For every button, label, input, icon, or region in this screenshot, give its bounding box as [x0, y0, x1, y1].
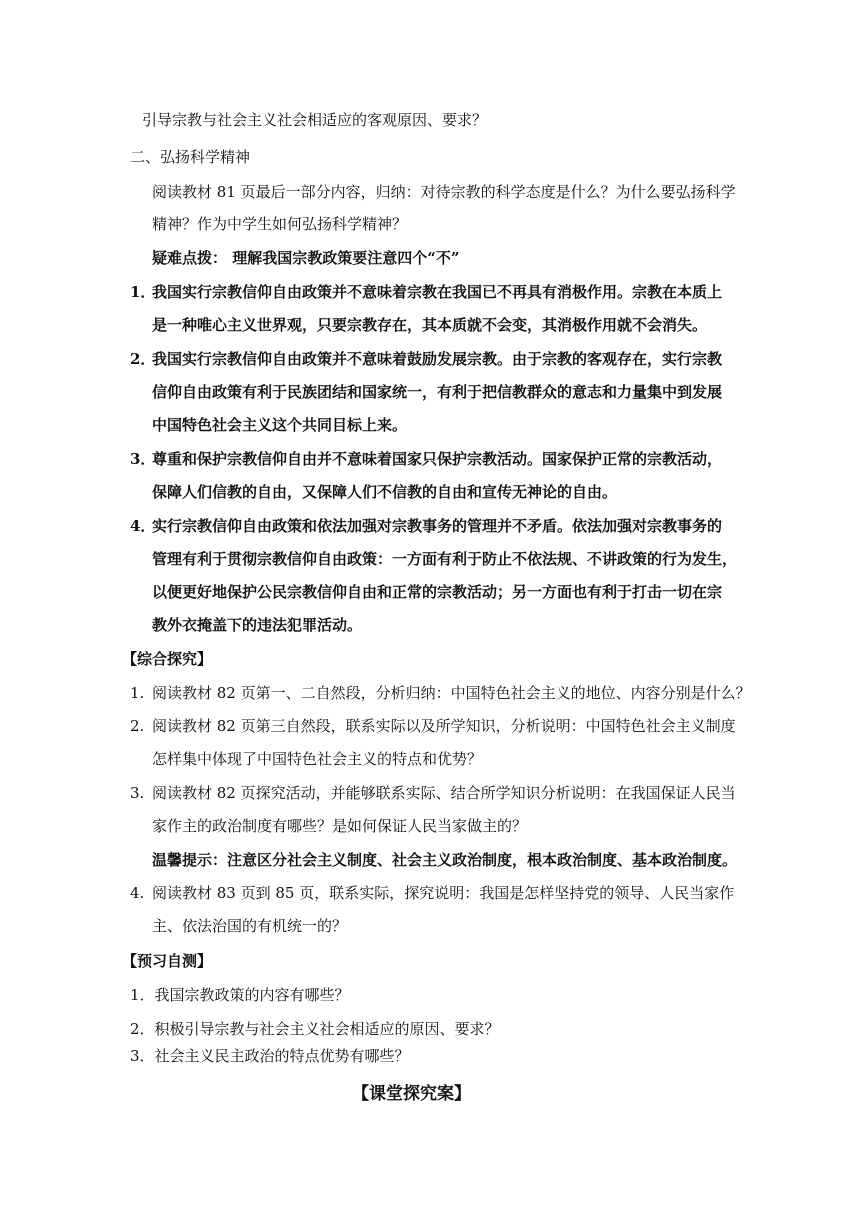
point-text-line: 管理有利于贯彻宗教信仰自由政策：一方面有利于防止不依法规、不讲政策的行为发生， — [152, 550, 738, 568]
point-text-line: 信仰自由政策有利于民族团结和国家统一，有利于把信教群众的意志和力量集中到发展 — [152, 383, 723, 401]
point-number: 1． — [130, 283, 156, 301]
point-text-line: 我国实行宗教信仰自由政策并不意味着宗教在我国已不再具有消极作用。宗教在本质上 — [152, 283, 723, 301]
difficulty-tip-title: 疑难点拨： 理解我国宗教政策要注意四个“不” — [152, 249, 460, 267]
preview-heading: 【预习自测】 — [122, 952, 213, 970]
item-number: 1. — [130, 684, 145, 702]
item-text-line: 主、依法治国的有机统一的？ — [152, 917, 348, 935]
item-text-line: 阅读教材 82 页探究活动，并能够联系实际、结合所学知识分析说明：在我国保证人民当 — [152, 784, 736, 802]
item-number: 2. — [130, 717, 145, 735]
preview-question: 3．社会主义民主政治的特点优势有哪些？ — [130, 1047, 410, 1065]
point-text-line: 实行宗教信仰自由政策和依法加强对宗教事务的管理并不矛盾。依法加强对宗教事务的 — [152, 517, 723, 535]
item-text-line: 怎样集中体现了中国特色社会主义的特点和优势？ — [152, 750, 483, 768]
reading-task-line: 精神？作为中学生如何弘扬科学精神？ — [152, 215, 408, 233]
section-heading-science: 二、弘扬科学精神 — [130, 148, 251, 166]
item-text-line: 阅读教材 82 页第一、二自然段，分析归纳：中国特色社会主义的地位、内容分别是什么？ — [152, 684, 751, 702]
point-number: 3． — [130, 450, 156, 468]
point-text-line: 保障人们信教的自由，又保障人们不信教的自由和宣传无神论的自由。 — [152, 483, 618, 501]
point-text-line: 尊重和保护宗教信仰自由并不意味着国家只保护宗教活动。国家保护正常的宗教活动， — [152, 450, 723, 468]
point-text-line: 中国特色社会主义这个共同目标上来。 — [152, 416, 408, 434]
point-text-line: 我国实行宗教信仰自由政策并不意味着鼓励发展宗教。由于宗教的客观存在，实行宗教 — [152, 350, 723, 368]
item-text-line: 家作主的政治制度有哪些？是如何保证人民当家做主的？ — [152, 817, 528, 835]
point-text-line: 教外衣掩盖下的违法犯罪活动。 — [152, 616, 363, 634]
item-number: 3. — [130, 784, 145, 802]
warm-tip: 温馨提示：注意区分社会主义制度、社会主义政治制度，根本政治制度、基本政治制度。 — [152, 851, 738, 869]
point-number: 2． — [130, 350, 156, 368]
item-text-line: 阅读教材 83 页到 85 页，联系实际，探究说明：我国是怎样坚持党的领导、人民当家作 — [152, 884, 735, 902]
intro-question: 引导宗教与社会主义社会相适应的客观原因、要求？ — [142, 111, 488, 129]
preview-question: 2．积极引导宗教与社会主义社会相适应的原因、要求？ — [130, 1020, 500, 1038]
point-text-line: 是一种唯心主义世界观，只要宗教存在，其本质就不会变，其消极作用就不会消失。 — [152, 316, 708, 334]
point-text-line: 以便更好地保护公民宗教信仰自由和正常的宗教活动；另一方面也有利于打击一切在宗 — [152, 583, 723, 601]
reading-task-line: 阅读教材 81 页最后一部分内容，归纳：对待宗教的科学态度是什么？为什么要弘扬科学 — [152, 183, 736, 201]
item-number: 4. — [130, 884, 145, 902]
classroom-section-title: 【课堂探究案】 — [352, 1084, 471, 1104]
point-number: 4． — [130, 517, 156, 535]
comprehensive-heading: 【综合探究】 — [122, 650, 213, 668]
item-text-line: 阅读教材 82 页第三自然段，联系实际以及所学知识，分析说明：中国特色社会主义制度 — [152, 717, 736, 735]
preview-question: 1．我国宗教政策的内容有哪些？ — [130, 986, 350, 1004]
